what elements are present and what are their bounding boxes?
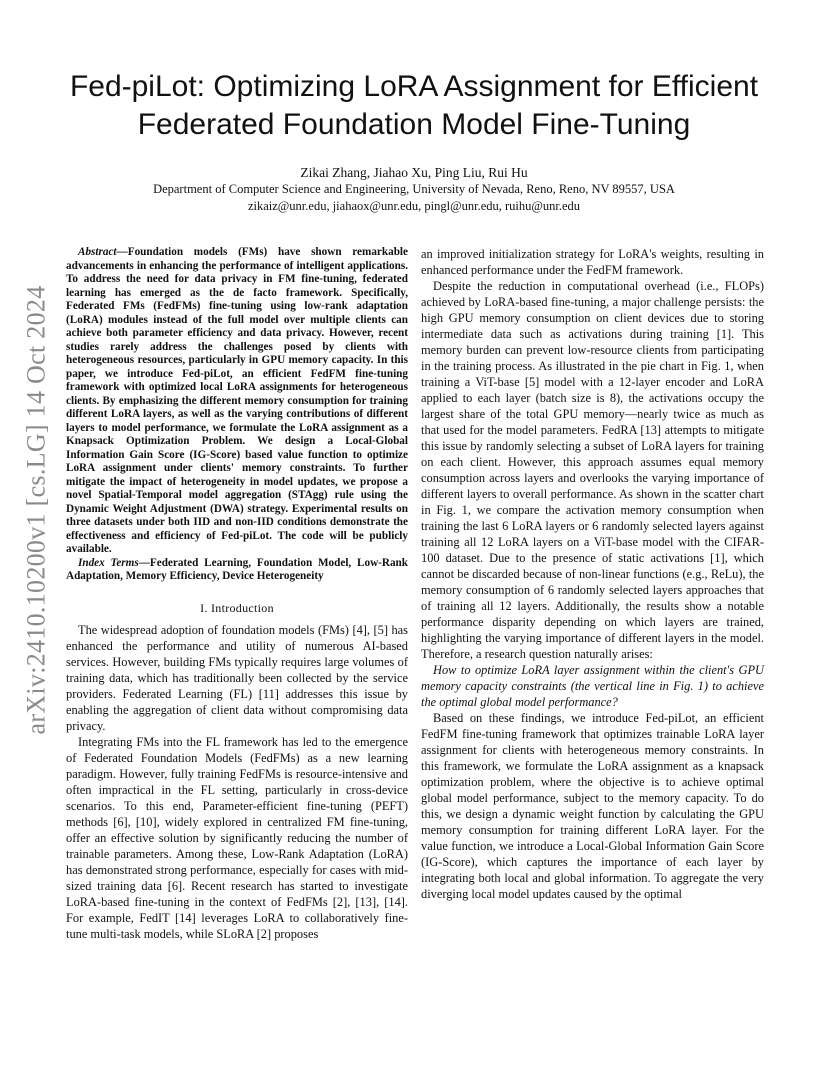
intro-paragraph: Integrating FMs into the FL framework has led to the emergence of Federated Foundation Models (FedFMs) as a new learning paradigm. However, fully training FedFMs is resource-intensive and often impractical in the FL setting, particularly in cross-device scenarios. To this end, Parameter-efficient fine-tuning (PEFT) methods [6], [10], widely explored in centralized FM fine-tuning, offer an effective solution by significantly reducing the number of trainable parameters. Among these, Low-Rank Adaptation (LoRA) has demonstrated strong performance, especially for cases with mid-sized training data [6]. Recent research has started to investigate LoRA-based fine-tuning in the context of FedFMs [2], [13], [14]. For example, FedIT [14] leverages LoRA to collaboratively fine-tune multi-task models, while SLoRA [2] proposes: [66, 734, 408, 941]
section-heading-introduction: I. Introduction: [200, 600, 274, 615]
index-terms-text: —Federated Learning, Foundation Model, Low-Rank Adaptation, Memory Efficiency, Device Heterogeneity: [66, 556, 408, 582]
body-paragraph: an improved initialization strategy for LoRA's weights, resulting in enhanced performance under the FedFM framework.: [421, 247, 764, 277]
body-paragraph: Despite the reduction in computational overhead (i.e., FLOPs) achieved by LoRA-based fine-tuning, a major challenge persists: the high GPU memory consumption on client devices due to storing intermediate data such as activations during training [1]. This memory burden can prevent low-resource clients from participating in the training process. As illustrated in the pie chart in Fig. 1, when training a ViT-base [5] model with a 12-layer encoder and LoRA applied to each layer (batch size is 8), the activations occupy the largest share of the total GPU memory—nearly twice as much as that used for the model parameters. FedRA [13] attempts to mitigate this issue by randomly selecting a subset of LoRA layers for training on each client. However, this approach assumes equal memory consumption across layers and overlooks the varying importance of different layers to overall performance. As shown in the scatter chart in Fig. 1, we compare the activation memory consumption when training the last 6 LoRA layers or 6 randomly selected layers against training all 12 LoRA layers on a ViT-base model with the CIFAR-100 dataset. Due to the presence of static activations [1], which cannot be discarded because of non-linear functions (e.g., ReLu), the memory consumption of 6 randomly selected layers approaches that of training all 12 layers. Additionally, the results show a notable performance disparity depending on which layers are trained, highlighting the varying importance of different layers in the model. Therefore, a research question naturally arises:: [421, 279, 764, 661]
index-terms-lead: Index Terms: [78, 556, 139, 569]
arxiv-stamp: [14, 285, 58, 735]
paper-affiliation: Department of Computer Science and Engineering, University of Nevada, Reno, Reno, NV 89557, USA: [153, 182, 675, 196]
abstract-lead: Abstract: [78, 246, 117, 258]
paper-title: Fed-piLot: Optimizing LoRA Assignment for Efficient Federated Foundation Model Fine-Tuning: [69, 70, 759, 141]
paper-authors: Zikai Zhang, Jiahao Xu, Ping Liu, Rui Hu: [300, 165, 528, 180]
research-question: How to optimize LoRA layer assignment within the client's GPU memory capacity constraints (the vertical line in Fig. 1) to achieve the optimal global model performance?: [421, 663, 764, 709]
right-column: [421, 246, 764, 902]
index-terms: [66, 557, 408, 584]
left-column: [66, 246, 408, 942]
arxiv-stamp-text: arXiv:2410.10200v1 [cs.LG] 14 Oct 2024: [21, 285, 50, 735]
body-paragraph: Based on these findings, we introduce Fed-piLot, an efficient FedFM fine-tuning framework that optimizes trainable LoRA layer assignment for clients with heterogeneous memory constraints. In this framework, we formulate the LoRA assignment as a knapsack optimization problem, where the objective is to achieve optimal global model performance, subject to the memory capacity. To do this, we design a dynamic weight function by calculating the GPU memory consumption for training different LoRA layer. For the value function, we introduce a Local-Global Information Gain Score (IG-Score), which captures the importance of each layer by integrating both local and global information. To aggregate the very diverging local model updates caused by the optimal: [421, 711, 764, 901]
abstract: [66, 246, 408, 557]
intro-paragraph: The widespread adoption of foundation models (FMs) [4], [5] has enhanced the performance and utility of numerous AI-based services. However, building FMs typically requires large volumes of training data, which has traditionally been collected by the service providers. Federated Learning (FL) [11] addresses this issue by enabling the aggregation of client data without compromising data privacy.: [66, 622, 408, 733]
paper-emails: zikaiz@unr.edu, jiahaox@unr.edu, pingl@unr.edu, ruihu@unr.edu: [247, 199, 581, 213]
abstract-text: —Foundation models (FMs) have shown remarkable advancements in enhancing the performance of intelligent applications. To address the need for data privacy in FM fine-tuning, federated learning has emerged as the de facto framework. Specifically, Federated FMs (FedFMs) fine-tuning using low-rank adaptation (LoRA) modules instead of the full model over multiple clients can achieve both parameter efficiency and data privacy. However, recent studies rarely address the challenges posed by clients with heterogeneous resources, particularly in GPU memory capacity. In this paper, we introduce Fed-piLot, an efficient FedFM fine-tuning framework with optimized local LoRA assignments for heterogeneous clients. By emphasizing the different memory consumption for training different LoRA layers, as well as the varying contributions of different layers to model performance, we formulate the LoRA assignment as a Knapsack Optimization Problem. We design a Local-Global Information Gain Score (IG-Score) based value function to optimize LoRA assignment under clients' memory constraints. To further mitigate the impact of heterogeneity in model updates, we propose a novel Spatial-Temporal model aggregation (STAgg) rule using the Dynamic Weight Adjustment (DWA) strategy. Experimental results on three datasets under both IID and non-IID conditions demonstrate the effectiveness and efficiency of Fed-piLot. The code will be publicly available.: [66, 246, 408, 555]
